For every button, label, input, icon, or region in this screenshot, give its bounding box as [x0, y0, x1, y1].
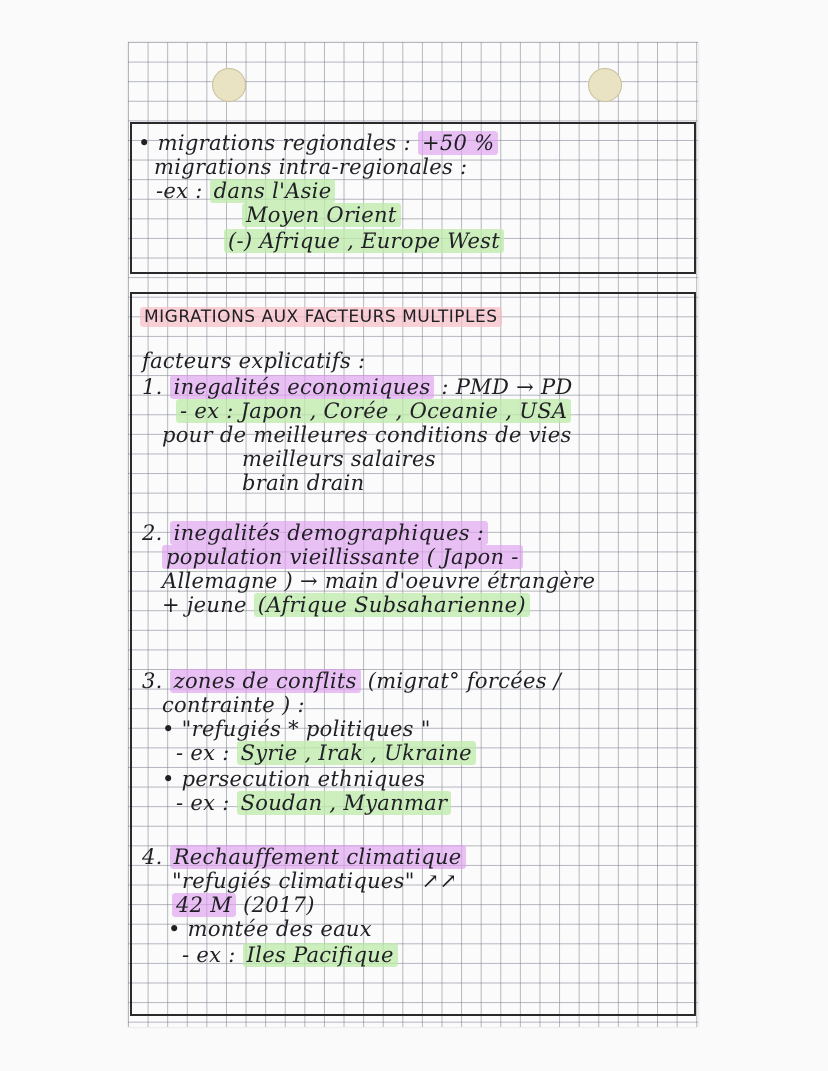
factors-intro: facteurs explicatifs : — [142, 349, 366, 373]
punch-hole-left — [212, 68, 246, 102]
factor-4-count: 42 M — [172, 893, 236, 917]
factor-1-salaries: meilleurs salaires — [242, 447, 436, 471]
factor-3-title: zones de conflits — [170, 669, 361, 693]
example-middle-east: Moyen Orient — [242, 203, 401, 227]
multiple-factors-box — [130, 292, 696, 1016]
factor-4-climate-refugees: "refugiés climatiques" ↗↗ — [172, 869, 458, 893]
section-title: MIGRATIONS AUX FACTEURS MULTIPLES — [140, 307, 502, 327]
factor-4-number: 4. — [142, 845, 163, 869]
notebook-page — [128, 42, 698, 1027]
factor-1-brain-drain: brain drain — [242, 471, 365, 495]
factor-1-examples: - ex : Japon , Corée , Oceanie , USA — [176, 399, 571, 423]
factor-4-year: (2017) — [243, 893, 315, 917]
factor-3-ex1-countries: Syrie , Irak , Ukraine — [237, 741, 476, 765]
regional-migrations-box — [130, 122, 696, 274]
factor-2-labor: Allemagne ) → main d'oeuvre étrangère — [162, 569, 596, 593]
factor-2-number: 2. — [142, 521, 163, 545]
factor-1-detail: : PMD → PD — [441, 375, 573, 399]
factor-2-young: + jeune — [162, 593, 247, 617]
factor-1-number: 1. — [142, 375, 163, 399]
factor-4-ex-islands: Iles Pacifique — [243, 943, 398, 967]
factor-3-number: 3. — [142, 669, 163, 693]
factor-3-ex1-prefix: - ex : — [176, 741, 230, 765]
factor-4-title: Rechauffement climatique — [170, 845, 466, 869]
factor-2-title: inegalités demographiques : — [170, 521, 489, 545]
factor-4-sea-rise: • montée des eaux — [168, 917, 372, 941]
intra-regional-label: migrations intra-regionales : — [154, 155, 468, 179]
example-africa-europe: (-) Afrique , Europe West — [224, 229, 504, 253]
example-asia: dans l'Asie — [210, 179, 336, 203]
factor-3-ethnic-persecution: • persecution ethniques — [162, 767, 426, 791]
factor-3-political-refugees: • "refugiés * politiques " — [162, 717, 431, 741]
factor-1-reason: pour de meilleures conditions de vies — [162, 423, 572, 447]
example-prefix: -ex : — [156, 179, 203, 203]
factor-3-detail: (migrat° forcées / — [367, 669, 562, 693]
regional-growth-value: +50 % — [418, 131, 498, 155]
factor-3-constraint: contrainte ) : — [162, 693, 305, 717]
punch-hole-right — [588, 68, 622, 102]
factor-1-title: inegalités economiques — [170, 375, 435, 399]
factor-4-ex-prefix: - ex : — [182, 943, 236, 967]
factor-3-ex2-countries: Soudan , Myanmar — [237, 791, 452, 815]
regional-migrations-label: • migrations regionales : — [138, 131, 411, 155]
factor-2-africa: (Afrique Subsaharienne) — [254, 593, 530, 617]
factor-3-ex2-prefix: - ex : — [176, 791, 230, 815]
factor-2-aging: population vieillissante ( Japon - — [162, 545, 523, 569]
